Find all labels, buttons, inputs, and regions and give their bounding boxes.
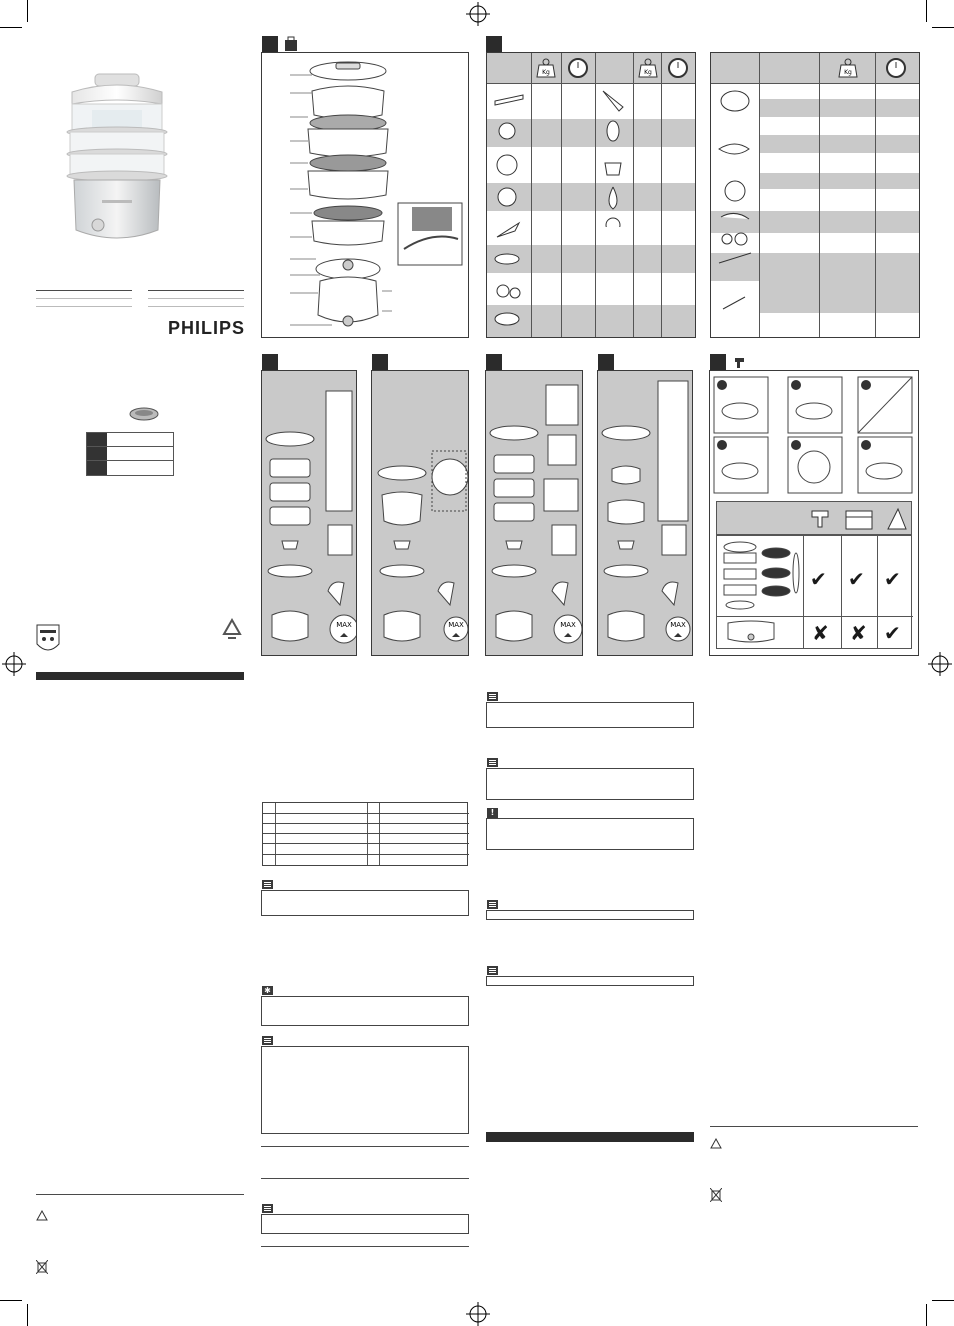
stacking-diagram-3 (486, 371, 582, 655)
recycle-icon (36, 1210, 48, 1222)
max-label: MAX (560, 621, 576, 629)
max-label: MAX (670, 621, 686, 629)
philips-logo: PHILIPS (168, 318, 246, 338)
cleaning-panel (709, 370, 919, 656)
recycle-icon (710, 1138, 722, 1150)
note-icon (487, 900, 498, 909)
clock-icon (567, 57, 589, 79)
registration-mark-left (2, 652, 26, 676)
registration-mark-bottom (466, 1302, 490, 1326)
svg-text:Kg: Kg (542, 69, 550, 76)
dishwasher-icon (846, 511, 872, 529)
max-label: MAX (448, 621, 464, 629)
note-icon (262, 1204, 273, 1213)
philips-shield-icon (36, 624, 60, 656)
stacking-diagram-1 (262, 371, 356, 655)
recycle-icon (220, 618, 244, 642)
cover-table (86, 432, 174, 476)
section-bar (486, 1132, 694, 1142)
scale-icon (535, 57, 557, 79)
note-icon (487, 758, 498, 767)
step-panel-1 (261, 370, 357, 656)
tap-icon (732, 354, 748, 370)
warning-icon: ! (487, 808, 498, 818)
note-box-6 (486, 910, 694, 920)
check-mark: ✔ (884, 567, 901, 591)
scale-icon (837, 57, 859, 79)
check-mark: ✔ (884, 621, 901, 645)
steam-basket-icon (128, 406, 160, 422)
note-icon (262, 1036, 273, 1045)
vegetable-icons (493, 87, 525, 327)
note-box-4 (486, 702, 694, 728)
svg-text:Kg: Kg (644, 69, 652, 76)
note-icon (487, 966, 498, 975)
stacking-diagram-4 (598, 371, 692, 655)
stacking-diagram-2 (372, 371, 468, 655)
removable-parts-drawing (720, 539, 800, 613)
parts-list-table (262, 802, 468, 866)
crossed-bin-icon (36, 1260, 48, 1274)
note-icon (487, 692, 498, 701)
check-mark: ✔ (810, 567, 827, 591)
step-panel-4 (597, 370, 693, 656)
vegetable-icons-2 (599, 87, 631, 227)
note-box-5 (486, 768, 694, 800)
note-box-3 (261, 1214, 469, 1234)
step-panel-2 (371, 370, 469, 656)
section-bar (36, 672, 244, 680)
note-box-1 (261, 890, 469, 916)
svg-text:Kg: Kg (844, 69, 852, 76)
product-overview-icon (284, 36, 300, 52)
tap-icon (812, 511, 828, 527)
max-label: MAX (336, 621, 352, 629)
step-panel-3 (485, 370, 583, 656)
note-icon (262, 880, 273, 889)
registration-mark-right (928, 652, 952, 676)
note-box-7 (486, 976, 694, 986)
cleaning-method-icons (802, 505, 912, 533)
exploded-view-drawing (262, 53, 468, 337)
cloth-icon (888, 509, 906, 529)
registration-mark-top (466, 2, 490, 26)
clock-icon (885, 57, 907, 79)
steaming-table-right (710, 52, 920, 338)
meat-fish-icons (715, 85, 755, 325)
note-box-2 (261, 1046, 469, 1134)
exploded-view-panel (261, 52, 469, 338)
cross-mark: ✘ (812, 621, 829, 645)
tip-box (261, 996, 469, 1026)
cross-mark: ✘ (850, 621, 867, 645)
scale-icon (637, 57, 659, 79)
check-mark: ✔ (848, 567, 865, 591)
food-steamer-photo (62, 70, 174, 250)
cleaning-steps-drawing (710, 371, 918, 501)
steaming-table-left (486, 52, 696, 338)
base-unit-drawing (724, 619, 778, 645)
clock-icon (667, 57, 689, 79)
warning-box (486, 818, 694, 850)
crossed-bin-icon (710, 1188, 722, 1202)
tip-icon: ✱ (262, 986, 273, 995)
